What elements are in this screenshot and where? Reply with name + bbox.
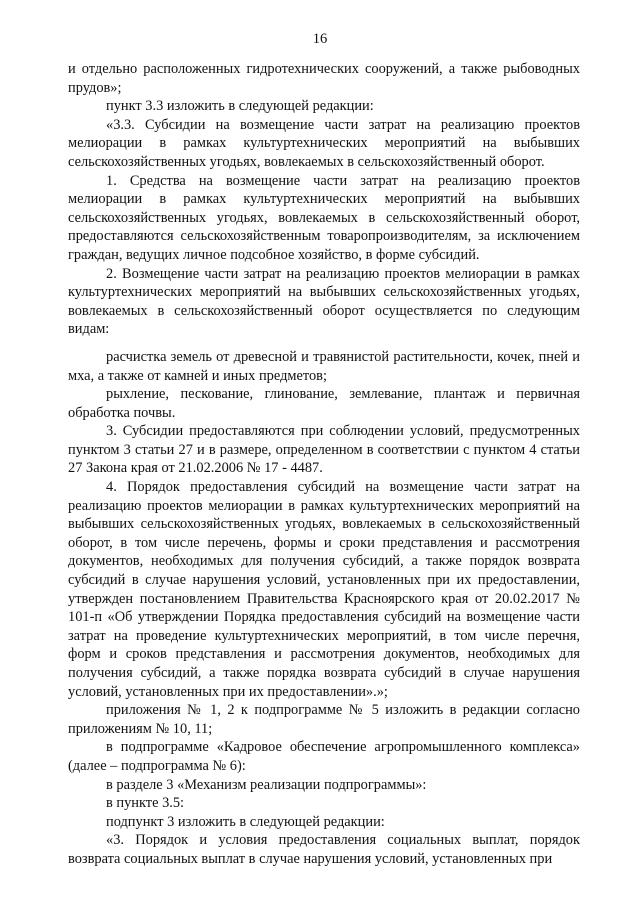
paragraph-3-3-heading: «3.3. Субсидии на возмещение части затрат на реализацию проектов мелиорации в рамках культуртехнических мероприятий на выбывших сельскохозяйственных угодьях, вовлекаемых в сельскохозяйственный оборот. xyxy=(68,116,580,170)
paragraph-section-3: в разделе 3 «Механизм реализации подпрограммы»: xyxy=(106,776,427,793)
paragraph-subprogram-6: в подпрограмме «Кадровое обеспечение агропромышленного комплекса» (далее – подпрограмма № 6): xyxy=(68,739,580,774)
document-body xyxy=(68,60,580,869)
paragraph-item-1: 1. Средства на возмещение части затрат на реализацию проектов мелиорации в рамках культуртехнических мероприятий на выбывших сельскохозяйственных угодьях, вовлекаемых в сельскохозяйственный оборот, предоставляются сельскохозяйственным товаропроизводителям, за исключением граждан, ведущих личное подсобное хозяйство, в форме субсидий. xyxy=(68,172,580,263)
paragraph-item-3: 3. Субсидии предоставляются при соблюдении условий, предусмотренных пунктом 3 статьи 27 и в размере, определенном в соответствии с пунктом 4 статьи 27 Закона края от 21.02.2006 № 17 - 4487. xyxy=(68,423,580,477)
paragraph-instruction-3-3: пункт 3.3 изложить в следующей редакции: xyxy=(106,98,374,115)
paragraph-type-clearing: расчистка земель от древесной и травянистой растительности, кочек, пней и мха, а также от камней и иных предметов; xyxy=(68,348,580,384)
paragraph-subpoint-3-text: «3. Порядок и условия предоставления социальных выплат, порядок возврата социальных выплат в случае нарушения условий, установленных при xyxy=(68,832,580,867)
paragraph-item-4: 4. Порядок предоставления субсидий на возмещение части затрат на реализацию проектов мелиорации в рамках культуртехнических мероприятий на выбывших сельскохозяйственных угодьях, вовлекаемых в сельскохозяйственный оборот, в том числе перечень, формы и сроки представления и рассмотрения документов, необходимых для получения субсидий, а также порядок возврата субсидий в случае нарушения условий, установленных при их предоставлении, утвержден постановлением Правительства Красноярского края от 20.02.2017 № 101-п «Об утверждении Порядка предоставления субсидий на возмещение части затрат на проведение культуртехнических мероприятий, в том числе перечня, форм и сроков представления и рассмотрения документов, необходимых для получения субсидий, а также порядка возврата субсидий в случае нарушения условий, установленных при их предоставлении».»; xyxy=(68,479,580,700)
paragraph-point-3-5: в пункте 3.5: xyxy=(106,795,185,812)
paragraph-appendices: приложения № 1, 2 к подпрограмме № 5 изложить в редакции согласно приложениям № 10, 11; xyxy=(68,702,580,737)
paragraph-continuation: и отдельно расположенных гидротехнических сооружений, а также рыбоводных прудов»; xyxy=(68,61,580,96)
paragraph-subpoint-3: подпункт 3 изложить в следующей редакции: xyxy=(106,813,385,830)
paragraph-type-loosening: рыхление, пескование, глинование, землевание, плантаж и первичная обработка почвы. xyxy=(68,386,580,421)
paragraph-item-2: 2. Возмещение части затрат на реализацию проектов мелиорации в рамках культуртехнических мероприятий на выбывших сельскохозяйственных угодьях, вовлекаемых в сельскохозяйственный оборот осуществляется по следующим видам: xyxy=(68,265,580,338)
page-number: 16 xyxy=(312,31,328,47)
